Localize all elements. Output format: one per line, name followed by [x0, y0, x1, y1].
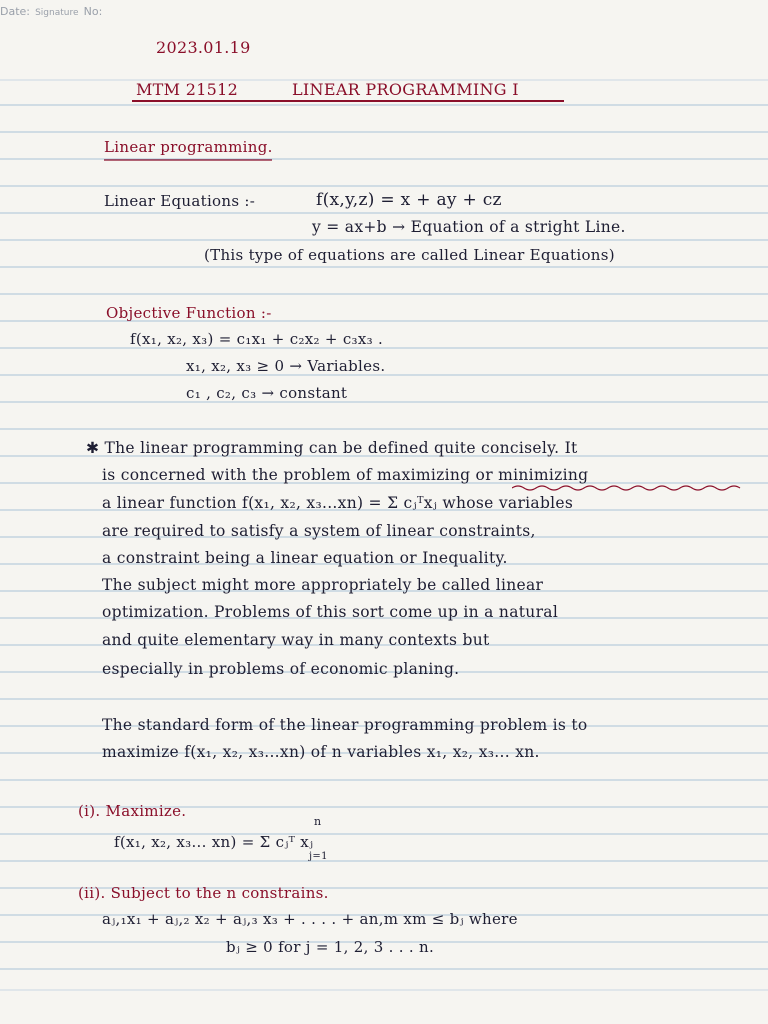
objective-function-label: Objective Function :-	[106, 304, 272, 322]
date-label: Date:	[0, 5, 30, 18]
paragraph1-line-9: especially in problems of economic planing.	[102, 660, 460, 678]
item1-sum-upper: n	[314, 815, 322, 828]
item1-label: (i). Maximize.	[78, 802, 187, 820]
paragraph2-line-2: maximize f(x₁, x₂, x₃...xn) of n variables x₁, x₂, x₃... xn.	[102, 743, 540, 761]
objective-variables: x₁, x₂, x₃ ≥ 0 → Variables.	[186, 357, 386, 375]
linear-equations-label: Linear Equations :-	[104, 192, 256, 210]
paragraph1-line-1: ✱ The linear programming can be defined quite concisely. It	[86, 439, 578, 457]
paragraph1-line-4: are required to satisfy a system of linear constraints,	[102, 522, 536, 540]
paragraph1-line-6: The subject might more appropriately be called linear	[102, 576, 544, 594]
heading-underline	[104, 158, 274, 162]
linear-equation-1: f(x,y,z) = x + ay + cz	[316, 190, 502, 210]
item2-condition: bⱼ ≥ 0 for j = 1, 2, 3 . . . n.	[226, 938, 435, 956]
paragraph1-line-5: a constraint being a linear equation or Inequality.	[102, 549, 508, 567]
signature-label: Signature	[35, 8, 79, 18]
item1-formula: f(x₁, x₂, x₃... xn) = Σ cⱼᵀ xⱼ	[114, 833, 314, 851]
date-value: 2023.01.19	[156, 38, 251, 57]
objective-constants: c₁ , c₂, c₃ → constant	[186, 384, 348, 402]
maximizing-underline	[512, 484, 744, 492]
paragraph1-line-7: optimization. Problems of this sort come up in a natural	[102, 603, 559, 621]
paragraph1-line-8: and quite elementary way in many contexts but	[102, 631, 490, 649]
course-code: MTM 21512	[136, 80, 239, 99]
linear-equation-2: y = ax+b → Equation of a stright Line.	[312, 218, 626, 236]
title-underline	[132, 100, 564, 102]
item2-label: (ii). Subject to the n constrains.	[78, 884, 329, 902]
objective-function-eq: f(x₁, x₂, x₃) = c₁x₁ + c₂x₂ + c₃x₃ .	[130, 330, 384, 348]
page-no-label: No:	[83, 5, 103, 18]
paragraph1-line-3: a linear function f(x₁, x₂, x₃...xn) = Σ cⱼᵀxⱼ whose variables	[102, 494, 574, 512]
paragraph1-line-2: is concerned with the problem of maximizing or minimizing	[102, 466, 589, 484]
item2-constraint: aⱼ,₁x₁ + aⱼ,₂ x₂ + aⱼ,₃ x₃ + . . . . + an,m xm ≤ bⱼ where	[102, 910, 518, 928]
linear-equations-note: (This type of equations are called Linear Equations)	[204, 246, 615, 264]
paragraph2-line-1: The standard form of the linear programming problem is to	[102, 716, 588, 734]
item1-sum-lower: j=1	[309, 851, 328, 862]
course-title: LINEAR PROGRAMMING I	[292, 80, 519, 99]
section-heading: Linear programming.	[104, 138, 273, 156]
